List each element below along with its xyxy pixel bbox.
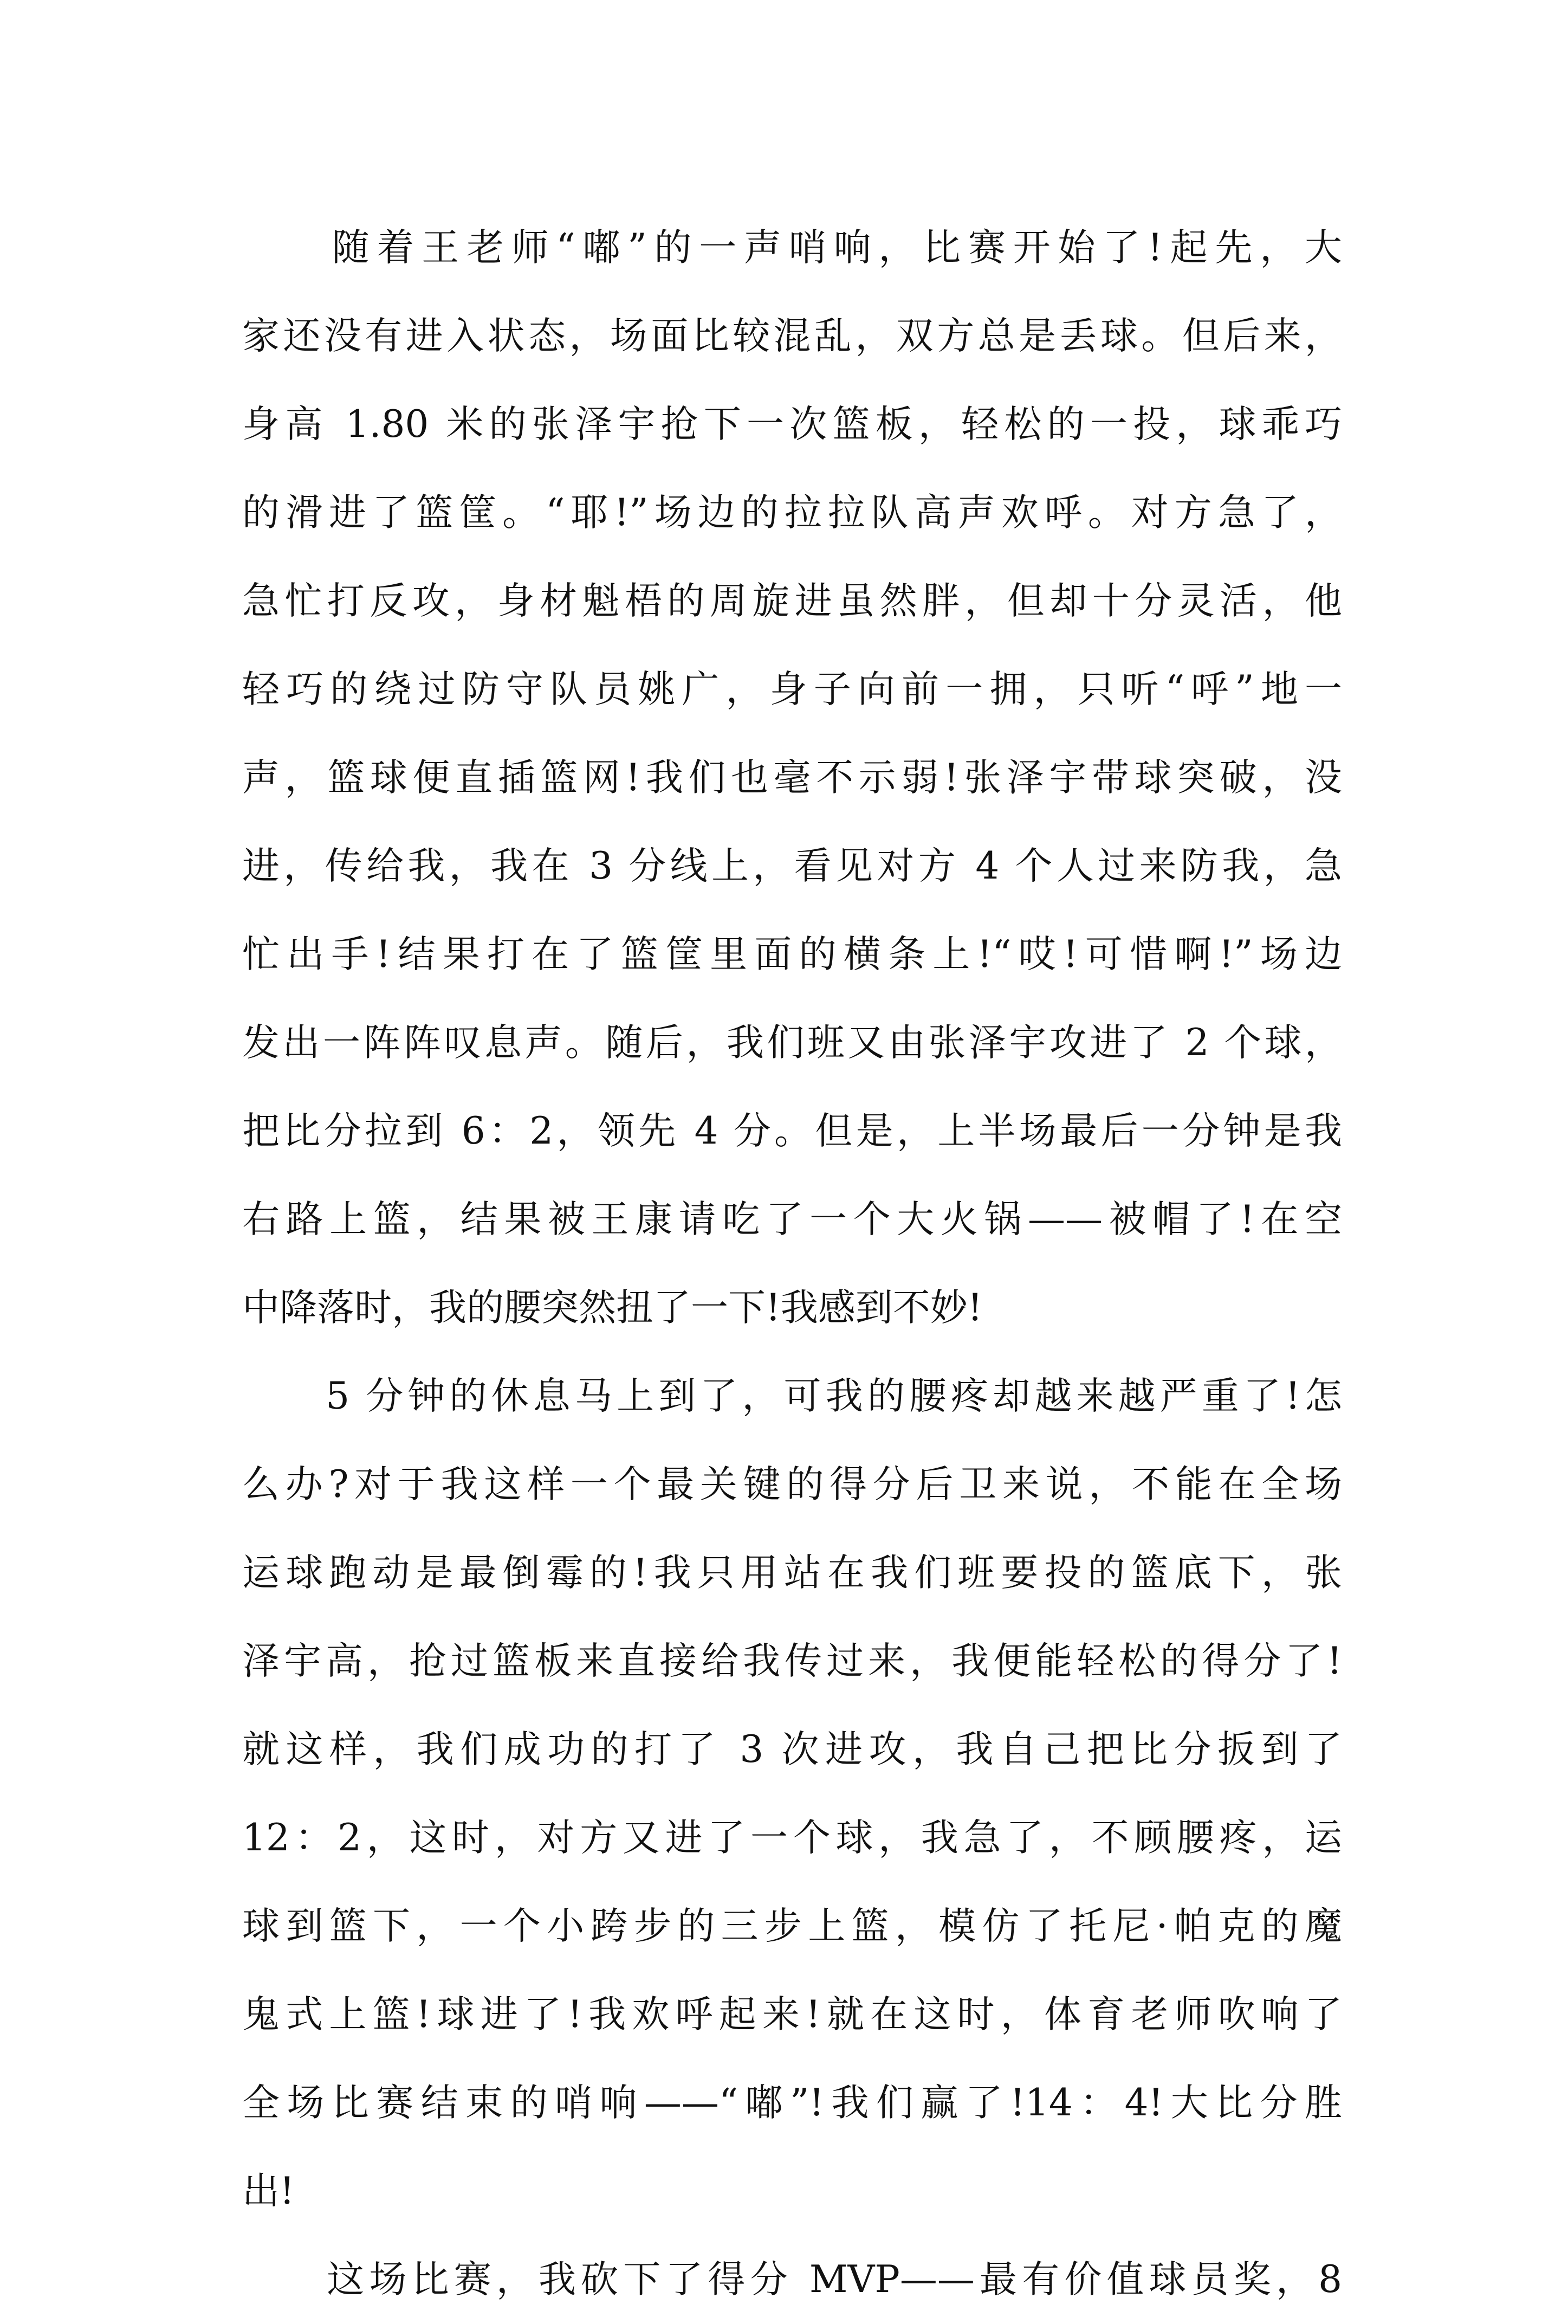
text-line: 中降落时，我的腰突然扭了一下!我感到不妙! [242,1286,983,1329]
text-line: 泽宇高，抢过篮板来直接给我传过来，我便能轻松的得分了! [242,1639,1342,1683]
text-line: 忙出手!结果打在了篮筐里面的横条上!“哎!可惜啊!”场边 [242,933,1342,976]
text-line: 进，传给我，我在 3 分线上，看见对方 4 个人过来防我，急 [242,844,1342,888]
text-line: 急忙打反攻，身材魁梧的周旋进虽然胖，但却十分灵活，他 [242,579,1342,623]
text-line: 就这样，我们成功的打了 3 次进攻，我自己把比分扳到了 [242,1728,1342,1771]
text-line: 发出一阵阵叹息声。随后，我们班又由张泽宇攻进了 2 个球， [242,1021,1342,1064]
text-line: 右路上篮，结果被王康请吃了一个大火锅——被帽了!在空 [242,1198,1342,1241]
text-line: 出! [242,2170,295,2213]
body-text [242,204,1342,2324]
text-line: 全场比赛结束的哨响——“嘟”!我们赢了!14：4!大比分胜 [242,2081,1342,2125]
text-line: 么办?对于我这样一个最关键的得分后卫来说，不能在全场 [242,1463,1342,1506]
text-line: 随着王老师“嘟”的一声哨响，比赛开始了!起先，大 [242,226,1342,269]
text-line: 的滑进了篮筐。“耶!”场边的拉拉队高声欢呼。对方急了， [242,491,1342,534]
text-line: 5 分钟的休息马上到了，可我的腰疼却越来越严重了!怎 [242,1374,1342,1418]
text-line: 球到篮下，一个小跨步的三步上篮，模仿了托尼·帕克的魔 [242,1905,1342,1948]
text-line: 鬼式上篮!球进了!我欢呼起来!就在这时，体育老师吹响了 [242,1993,1342,2036]
text-line: 家还没有进入状态，场面比较混乱，双方总是丢球。但后来， [242,314,1342,358]
text-line: 把比分拉到 6：2，领先 4 分。但是，上半场最后一分钟是我 [242,1109,1342,1153]
text-line: 声，篮球便直插篮网!我们也毫不示弱!张泽宇带球突破，没 [242,756,1342,799]
text-line: 身高 1.80 米的张泽宇抢下一次篮板，轻松的一投，球乖巧 [242,403,1342,446]
text-line: 这场比赛，我砍下了得分 MVP——最有价值球员奖，8 [242,2258,1342,2301]
text-line: 12：2，这时，对方又进了一个球，我急了，不顾腰疼，运 [242,1816,1342,1860]
text-line: 轻巧的绕过防守队员姚广，身子向前一拥，只听“呼”地一 [242,668,1342,711]
text-line: 运球跑动是最倒霉的!我只用站在我们班要投的篮底下，张 [242,1551,1342,1594]
